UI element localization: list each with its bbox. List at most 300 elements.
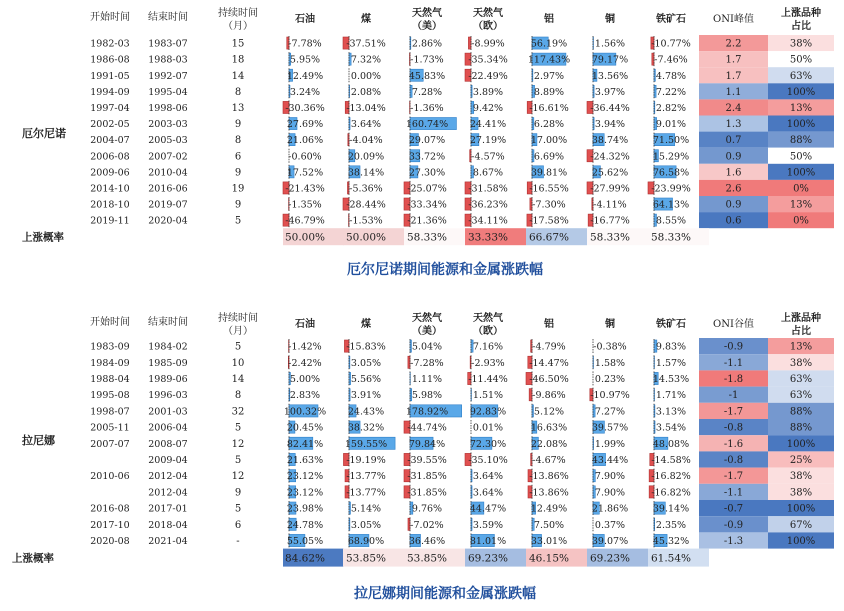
cell-value: -1.53%	[349, 215, 383, 227]
col-header-category: 天然气	[412, 8, 442, 19]
cell-start: 1983-09	[90, 341, 130, 353]
col-header-oni: ONI峰值	[713, 14, 754, 25]
table-title: 厄尔尼诺期间能源和金属涨跌幅	[347, 262, 543, 278]
cell-oni: 0.9	[725, 151, 742, 163]
cell-value: -19.19%	[346, 455, 386, 466]
cell-value: 39.57%	[591, 422, 629, 434]
col-header-share-sub: 占比	[791, 326, 811, 337]
cell-value: 3.05%	[350, 519, 382, 531]
cell-value: 24.78%	[286, 519, 324, 531]
cell-start: 1998-07	[90, 406, 130, 418]
col-header-category: 天然气	[473, 8, 503, 19]
cell-value: 3.24%	[289, 86, 321, 98]
cell-oni: 2.6	[725, 183, 742, 195]
cell-start: 2009-06	[90, 167, 130, 179]
cell-duration: 9	[234, 199, 242, 211]
cell-value: 2.82%	[655, 102, 687, 114]
cell-duration: 9	[234, 167, 242, 179]
cell-share: 25%	[789, 455, 813, 466]
cell-value: -13.04%	[346, 102, 386, 114]
col-header-category-sub: （欧）	[473, 21, 503, 32]
cell-value: -36.23%	[468, 199, 508, 211]
cell-share: 100%	[786, 536, 816, 547]
prob-cell-value: 33.33%	[467, 231, 509, 244]
cell-share: 100%	[786, 438, 816, 450]
cell-value: -31.85%	[407, 487, 447, 499]
group-label: 拉尼娜	[22, 434, 55, 447]
cell-oni: -0.8	[723, 455, 744, 466]
cell-value: 21.06%	[286, 135, 324, 147]
prob-cell-value: 58.33%	[589, 231, 631, 244]
cell-value: -16.82%	[651, 471, 691, 483]
cell-value: 1.51%	[472, 390, 504, 402]
cell-value: -28.44%	[346, 199, 386, 211]
cell-start: 1982-03	[90, 38, 130, 50]
cell-end: 2019-07	[148, 199, 188, 211]
cell-value: 117.43%	[527, 54, 571, 66]
col-header-share-sub: 占比	[791, 21, 811, 32]
cell-duration: 13	[231, 102, 245, 114]
col-header-oni: ONI谷值	[713, 319, 754, 330]
cell-value: 3.64%	[472, 471, 504, 483]
cell-value: -1.35%	[288, 199, 322, 211]
cell-value: 12.49%	[286, 70, 324, 82]
cell-value: 45.83%	[408, 70, 446, 82]
cell-duration: 14	[231, 70, 245, 82]
cell-duration: 15	[231, 38, 245, 50]
cell-oni: -0.7	[723, 503, 744, 515]
cell-value: 39.14%	[652, 503, 690, 515]
prob-cell-value: 61.54%	[650, 552, 692, 565]
cell-value: -14.47%	[529, 357, 569, 369]
cell-oni: -1.6	[723, 438, 744, 450]
cell-duration: 5	[234, 341, 242, 353]
cell-value: -5.36%	[349, 183, 383, 195]
cell-start: 2016-08	[90, 503, 130, 515]
cell-value: 82.41%	[286, 438, 324, 450]
cell-duration: 6	[234, 151, 242, 163]
cell-value: 72.30%	[469, 438, 507, 450]
cell-value: 2.86%	[411, 38, 443, 50]
cell-value: 2.83%	[289, 390, 321, 402]
cell-value: -4.57%	[471, 151, 505, 163]
cell-value: 14.53%	[652, 374, 690, 385]
cell-value: -13.77%	[346, 471, 386, 483]
cell-share: 0%	[793, 215, 809, 227]
cell-share: 38%	[789, 471, 813, 483]
cell-value: 7.28%	[411, 86, 443, 98]
cell-share: 88%	[789, 406, 813, 418]
col-header-category: 煤	[361, 14, 371, 25]
cell-share: 88%	[789, 135, 813, 147]
cell-value: 71.50%	[652, 135, 690, 147]
col-header-category: 铁矿石	[656, 14, 686, 25]
cell-share: 50%	[789, 151, 813, 163]
prob-cell-value: 53.85%	[406, 552, 448, 565]
group-label: 厄尔尼诺	[22, 127, 66, 140]
cell-start: 2010-06	[90, 471, 130, 483]
cell-value: -1.73%	[410, 54, 444, 66]
cell-value: 20.09%	[347, 151, 385, 163]
cell-oni: 1.1	[725, 86, 742, 98]
col-header-share: 上涨品种	[781, 8, 821, 19]
cell-share: 38%	[789, 487, 813, 499]
cell-share: 38%	[789, 38, 813, 50]
cell-start: 2006-08	[90, 151, 130, 163]
cell-duration: 9	[234, 487, 242, 499]
cell-value: 9.76%	[411, 503, 443, 515]
cell-end: 1988-03	[148, 54, 188, 66]
cell-value: -9.86%	[532, 390, 566, 402]
cell-share: 100%	[786, 503, 816, 515]
cell-oni: -1	[728, 390, 739, 402]
cell-value: 1.58%	[594, 357, 626, 369]
cell-value: -10.97%	[590, 390, 630, 402]
cell-value: 1.99%	[594, 438, 626, 450]
cell-value: 44.47%	[469, 503, 507, 515]
col-header-category: 煤	[361, 319, 371, 330]
col-header-duration: 持续时间	[218, 313, 258, 324]
cell-end: 2010-04	[148, 167, 188, 179]
cell-start: 1995-08	[90, 390, 130, 402]
table-title: 拉尼娜期间能源和金属涨跌幅	[354, 586, 536, 602]
col-header-category: 天然气	[412, 313, 442, 324]
cell-value: 29.07%	[408, 135, 446, 147]
cell-oni: 2.2	[725, 38, 742, 50]
cell-duration: 12	[231, 471, 245, 483]
cell-value: 24.41%	[469, 119, 507, 131]
col-header-duration-unit: （月）	[223, 21, 253, 32]
cell-value: 79.84%	[408, 438, 446, 450]
cell-oni: -1.1	[723, 487, 744, 499]
cell-share: 13%	[789, 341, 813, 353]
col-header-category: 石油	[295, 319, 315, 330]
cell-value: 1.57%	[655, 357, 687, 369]
cell-value: -16.77%	[590, 215, 630, 227]
cell-value: 6.69%	[533, 151, 565, 163]
col-header-share: 上涨品种	[781, 313, 821, 324]
cell-share: 63%	[789, 374, 813, 385]
cell-duration: 5	[234, 455, 242, 466]
cell-end: 2009-04	[148, 455, 188, 466]
cell-value: 3.89%	[472, 86, 504, 98]
cell-value: 6.28%	[533, 119, 565, 131]
cell-start: 2002-05	[90, 119, 130, 131]
cell-value: -34.11%	[468, 215, 508, 227]
cell-oni: -0.9	[723, 341, 744, 353]
cell-value: 43.44%	[591, 455, 629, 466]
cell-value: 3.64%	[472, 487, 504, 499]
cell-value: 21.63%	[286, 455, 324, 466]
cell-value: 20.45%	[286, 422, 324, 434]
cell-share: 13%	[789, 102, 813, 114]
cell-value: -7.30%	[532, 199, 566, 211]
cell-value: 7.90%	[594, 487, 626, 499]
cell-value: -44.74%	[407, 422, 447, 434]
cell-value: -24.32%	[590, 151, 630, 163]
cell-value: 5.95%	[289, 54, 321, 66]
cell-value: 100.32%	[283, 406, 327, 418]
cell-end: 1998-06	[148, 102, 188, 114]
cell-value: -23.99%	[651, 183, 691, 195]
cell-value: -13.77%	[346, 487, 386, 499]
cell-value: -2.42%	[288, 357, 322, 369]
cell-oni: 1.3	[725, 119, 742, 131]
cell-share: 100%	[786, 167, 816, 179]
cell-value: 5.12%	[533, 406, 565, 418]
cell-value: 23.12%	[286, 487, 324, 499]
cell-value: 3.91%	[350, 390, 382, 402]
cell-oni: 0.7	[725, 135, 742, 147]
cell-end: 2016-06	[148, 183, 188, 195]
cell-end: 2017-01	[148, 503, 188, 515]
cell-value: 1.71%	[655, 390, 687, 402]
cell-value: 81.01%	[469, 536, 507, 547]
cell-value: -25.07%	[407, 183, 447, 195]
cell-start: 1986-08	[90, 54, 130, 66]
cell-oni: 0.6	[725, 215, 742, 227]
col-header-start: 开始时间	[90, 317, 130, 328]
col-header-end: 结束时间	[148, 317, 188, 328]
cell-value: 0.01%	[472, 422, 504, 434]
cell-value: -8.99%	[471, 38, 505, 50]
cell-value: 17.52%	[286, 167, 324, 179]
cell-share: 13%	[789, 199, 813, 211]
cell-start: 2018-10	[90, 199, 130, 211]
cell-start: 2020-08	[90, 536, 130, 547]
col-header-category-sub: （美）	[412, 326, 442, 337]
cell-value: -7.28%	[410, 357, 444, 369]
prob-cell-value: 46.15%	[528, 552, 570, 565]
cell-value: 9.42%	[472, 102, 504, 114]
prob-cell-value: 69.23%	[589, 552, 631, 565]
col-header-start: 开始时间	[90, 12, 130, 23]
cell-value: 25.62%	[591, 167, 629, 179]
cell-end: 2006-04	[148, 422, 188, 434]
cell-value: 7.16%	[472, 341, 504, 353]
cell-end: 2012-04	[148, 487, 188, 499]
prob-cell-value: 66.67%	[528, 231, 570, 244]
cell-value: -4.04%	[349, 135, 383, 147]
cell-share: 0%	[793, 183, 809, 195]
cell-value: -16.55%	[529, 183, 569, 195]
cell-value: 68.90%	[347, 536, 385, 547]
cell-end: 2021-04	[148, 536, 188, 547]
cell-value: 55.05%	[286, 536, 324, 547]
cell-value: 45.32%	[652, 536, 690, 547]
cell-oni: 1.6	[725, 167, 742, 179]
cell-oni: 2.4	[725, 102, 742, 114]
cell-start: 1994-09	[90, 86, 130, 98]
cell-value: -46.79%	[285, 215, 325, 227]
col-header-end: 结束时间	[148, 12, 188, 23]
cell-start: 2019-11	[90, 215, 130, 227]
cell-duration: 5	[234, 215, 242, 227]
cell-value: -17.58%	[529, 215, 569, 227]
cell-value: 38.74%	[591, 135, 629, 147]
prob-cell-value: 58.33%	[406, 231, 448, 244]
cell-start: 2017-10	[90, 519, 130, 531]
cell-value: 5.14%	[350, 503, 382, 515]
cell-value: 0.00%	[350, 70, 382, 82]
cell-end: 2012-04	[148, 471, 188, 483]
cell-value: 2.08%	[350, 86, 382, 98]
cell-end: 1995-04	[148, 86, 188, 98]
cell-end: 1984-02	[148, 341, 188, 353]
cell-value: 7.90%	[594, 471, 626, 483]
cell-value: 23.12%	[286, 471, 324, 483]
cell-oni: -0.9	[723, 519, 744, 531]
cell-value: -36.44%	[590, 102, 630, 114]
cell-value: 76.58%	[652, 167, 690, 179]
cell-value: -7.46%	[654, 54, 688, 66]
cell-duration: 8	[234, 86, 242, 98]
cell-value: 56.19%	[530, 38, 568, 50]
cell-oni: -1.1	[723, 357, 744, 369]
cell-end: 1996-03	[148, 390, 188, 402]
cell-value: -4.67%	[532, 455, 566, 466]
cell-value: -7.02%	[410, 519, 444, 531]
cell-oni: 1.7	[725, 54, 742, 66]
cell-end: 2003-03	[148, 119, 188, 131]
cell-value: -16.61%	[529, 102, 569, 114]
cell-value: 48.08%	[652, 438, 690, 450]
cell-share: 100%	[786, 86, 816, 98]
cell-value: 3.59%	[472, 519, 504, 531]
cell-value: 3.54%	[655, 422, 687, 434]
cell-start: 1984-09	[90, 357, 130, 369]
cell-oni: -1.3	[723, 536, 744, 547]
cell-value: 3.94%	[594, 119, 626, 131]
col-header-category: 铜	[605, 14, 615, 25]
cell-value: 2.97%	[533, 70, 565, 82]
cell-value: -1.36%	[410, 102, 444, 114]
cell-value: -16.82%	[651, 487, 691, 499]
cell-value: 8.55%	[655, 215, 687, 227]
cell-value: 38.32%	[347, 422, 385, 434]
cell-value: -15.83%	[346, 341, 386, 353]
cell-value: 17.00%	[530, 135, 568, 147]
cell-value: 13.56%	[591, 70, 629, 82]
cell-value: 1.11%	[411, 374, 443, 385]
cell-share: 100%	[786, 119, 816, 131]
cell-value: -13.86%	[529, 471, 569, 483]
cell-end: 2005-03	[148, 135, 188, 147]
cell-start: 1997-04	[90, 102, 130, 114]
cell-value: 24.43%	[347, 406, 385, 418]
cell-share: 63%	[789, 70, 813, 82]
cell-value: 27.69%	[286, 119, 324, 131]
prob-cell-value: 69.23%	[467, 552, 509, 565]
cell-start: 2007-07	[90, 438, 130, 450]
cell-value: 1.56%	[594, 38, 626, 50]
cell-value: -33.34%	[407, 199, 447, 211]
cell-value: -31.58%	[468, 183, 508, 195]
cell-start: 1991-05	[90, 70, 130, 82]
cell-value: 5.98%	[411, 390, 443, 402]
cell-value: 7.32%	[350, 54, 382, 66]
cell-duration: 19	[231, 183, 245, 195]
cell-value: -22.49%	[468, 70, 508, 82]
cell-value: 38.14%	[347, 167, 385, 179]
cell-duration: 8	[234, 135, 242, 147]
cell-end: 1992-07	[148, 70, 188, 82]
cell-value: 27.30%	[408, 167, 446, 179]
cell-value: 5.04%	[411, 341, 443, 353]
cell-value: -1.42%	[288, 341, 322, 353]
cell-value: 2.35%	[655, 519, 687, 531]
cell-value: 9.83%	[655, 341, 687, 353]
cell-value: 0.37%	[594, 519, 626, 531]
cell-value: 0.23%	[594, 374, 626, 385]
cell-value: 159.55%	[344, 438, 388, 450]
cell-value: -13.86%	[529, 487, 569, 499]
prob-cell-value: 53.85%	[345, 552, 387, 565]
cell-share: 63%	[789, 390, 813, 402]
cell-share: 50%	[789, 54, 813, 66]
cell-value: -10.77%	[651, 38, 691, 50]
cell-duration: 9	[234, 119, 242, 131]
cell-value: 64.13%	[652, 199, 690, 211]
cell-start: 1988-04	[90, 374, 130, 385]
cell-value: -4.11%	[593, 199, 627, 211]
prob-cell-value: 50.00%	[284, 231, 326, 244]
col-header-duration-unit: （月）	[223, 326, 253, 337]
cell-start: 2004-07	[90, 135, 130, 147]
cell-value: -4.79%	[532, 341, 566, 353]
col-header-category: 铜	[605, 319, 615, 330]
cell-value: -35.34%	[468, 54, 508, 66]
cell-value: 16.63%	[530, 422, 568, 434]
cell-value: 160.74%	[405, 119, 449, 131]
cell-end: 2020-04	[148, 215, 188, 227]
cell-duration: 18	[231, 54, 245, 66]
cell-share: 38%	[789, 357, 813, 369]
cell-duration: 32	[231, 406, 245, 418]
cell-value: 15.29%	[652, 151, 690, 163]
col-header-category: 铝	[544, 14, 554, 25]
prob-cell-value: 84.62%	[284, 552, 326, 565]
cell-value: -21.36%	[407, 215, 447, 227]
cell-start: 2005-11	[90, 422, 130, 434]
cell-end: 2018-04	[148, 519, 188, 531]
cell-value: 23.98%	[286, 503, 324, 515]
cell-value: -30.36%	[285, 102, 325, 114]
cell-end: 1989-06	[148, 374, 188, 385]
cell-value: -35.10%	[468, 455, 508, 466]
cell-duration: 8	[234, 390, 242, 402]
cell-value: -21.43%	[285, 183, 325, 195]
cell-value: 7.50%	[533, 519, 565, 531]
prob-row-label: 上涨概率	[22, 231, 64, 244]
cell-oni: 1.7	[725, 70, 742, 82]
cell-oni: -1.8	[723, 374, 744, 385]
cell-duration: 6	[234, 519, 242, 531]
cell-value: 12.49%	[530, 503, 568, 515]
cell-value: -39.55%	[407, 455, 447, 466]
cell-value: 27.19%	[469, 135, 507, 147]
cell-duration: 12	[231, 438, 245, 450]
cell-value: 8.89%	[533, 86, 565, 98]
cell-value: 92.83%	[469, 406, 507, 418]
cell-end: 1985-09	[148, 357, 188, 369]
cell-value: -46.50%	[529, 374, 569, 385]
col-header-category: 天然气	[473, 313, 503, 324]
cell-value: -37.51%	[346, 38, 386, 50]
cell-end: 1983-07	[148, 38, 188, 50]
cell-duration: -	[236, 536, 240, 547]
cell-end: 2001-03	[148, 406, 188, 418]
